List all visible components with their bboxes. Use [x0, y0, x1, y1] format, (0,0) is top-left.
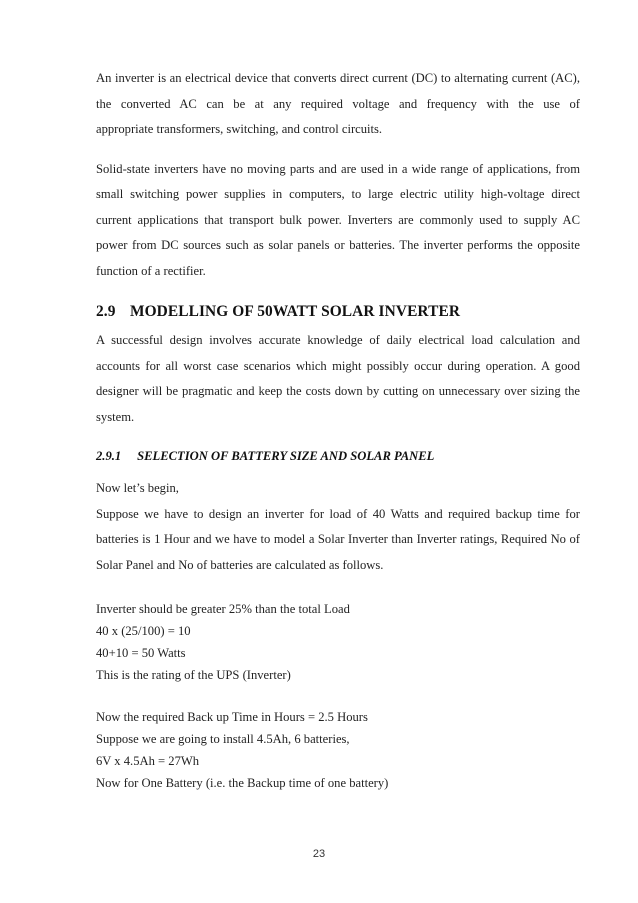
text-line: Now let’s begin, [96, 481, 179, 495]
text-line: small switching power supplies in computers, to large electric utility high-voltage direct [96, 187, 580, 201]
section-title: MODELLING OF 50WATT SOLAR INVERTER [129, 303, 461, 320]
page-number: 23 [312, 848, 326, 860]
text-line: Inverter should be greater 25% than the total Load [96, 602, 350, 616]
text-line: An inverter is an electrical device that converts direct current (DC) to alternating current (AC), [96, 71, 580, 85]
paragraph-inverter-definition [96, 66, 580, 143]
text-line: Now for One Battery (i.e. the Backup time of one battery) [96, 776, 389, 790]
page-content [96, 66, 580, 794]
text-line: This is the rating of the UPS (Inverter) [96, 668, 291, 682]
calculation-line: 6V x 4.5Ah = 27Wh [96, 754, 200, 768]
text-line: Now the required Back up Time in Hours = 2.5 Hours [96, 710, 368, 724]
text-line: A successful design involves accurate knowledge of daily electrical load calculation and [96, 333, 580, 347]
text-line: system. [96, 409, 135, 424]
text-line: batteries is 1 Hour and we have to model a Solar Inverter than Inverter ratings, Required No of [96, 532, 580, 546]
text-line: power from DC sources such as solar panels or batteries. The inverter performs the opposite [96, 238, 580, 252]
section-heading-2-9 [96, 300, 580, 324]
text-line: function of a rectifier. [96, 263, 206, 278]
calculation-line: 40+10 = 50 Watts [96, 646, 186, 660]
subsection-title: SELECTION OF BATTERY SIZE AND SOLAR PANEL [137, 449, 435, 463]
text-line: Suppose we have to design an inverter for load of 40 Watts and required backup time for [96, 506, 580, 521]
text-line: Suppose we are going to install 4.5Ah, 6 batteries, [96, 732, 350, 746]
text-line: the converted AC can be at any required voltage and frequency with the use of [96, 96, 580, 111]
subsection-heading-2-9-1 [96, 444, 580, 468]
text-line: Solid-state inverters have no moving parts and are used in a wide range of applications, from [96, 161, 580, 176]
text-line: Solar Panel and No of batteries are calculated as follows. [96, 557, 384, 572]
paragraph-successful-design [96, 328, 580, 430]
calculation-line: 40 x (25/100) = 10 [96, 624, 191, 638]
section-number: 2.9 [96, 303, 116, 320]
paragraph-solid-state [96, 157, 580, 285]
paragraph-lets-begin [96, 476, 580, 578]
text-line: current applications that transport bulk power. Inverters are commonly used to supply AC [96, 212, 580, 227]
text-line: accounts for all worst case scenarios which might possibly occur during operation. A good [96, 358, 580, 373]
text-line: designer will be pragmatic and keep the costs down by cutting on unnecessary over sizing the [96, 384, 580, 398]
text-line: appropriate transformers, switching, and control circuits. [96, 122, 383, 136]
subsection-number: 2.9.1 [96, 449, 122, 463]
